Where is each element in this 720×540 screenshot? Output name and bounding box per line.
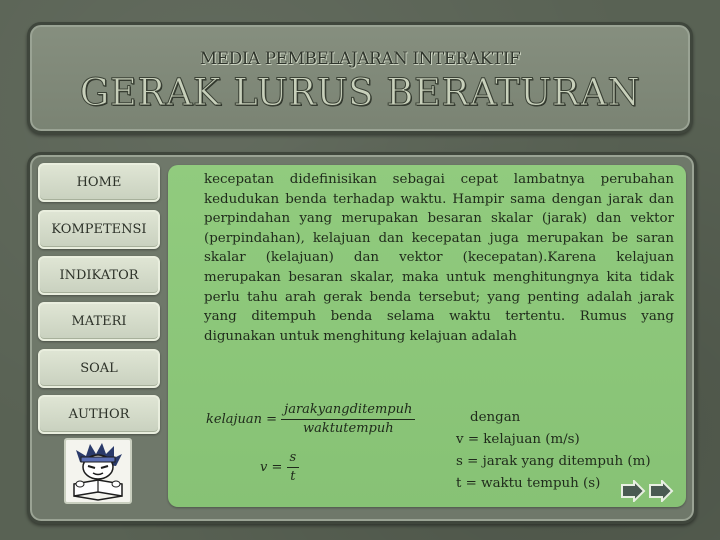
formula-kelajuan [206, 402, 415, 437]
page-title: GERAK LURUS BERATURAN [79, 71, 641, 114]
header-panel [27, 22, 693, 134]
next-arrow-icon[interactable] [648, 480, 674, 502]
formula2-fraction [287, 450, 300, 485]
nav-indikator-button[interactable]: INDIKATOR [38, 256, 160, 295]
student-reading-logo [64, 438, 132, 504]
legend-intro: dengan [470, 410, 521, 425]
formula-fraction [281, 402, 415, 437]
formula2-denominator: t [290, 469, 296, 484]
formula2-numerator: s [287, 450, 300, 468]
content-paragraph: kecepatan didefinisikan sebagai cepat lambatnya perubahan kedudukan benda terhadap waktu. Hampir sama dengan jarak dan perpindahan yang merupakan besaran skalar (jarak) dan vektor (perpindahan), kelajuan dan kecepatan juga merupakan be saran skalar (kelajuan) dan vektor (kecepatan).Karena kelajuan merupakan besaran skalar, maka untuk menghitungnya kita tidak perlu tahu arah gerak benda tersebut; yang penting adalah jarak yang ditempuh benda selama waktu tertentu. Rumus yang digunakan untuk menghitung kelajuan adalah [204, 172, 674, 344]
formula-v [260, 450, 299, 485]
student-reading-icon [66, 440, 130, 502]
formula-denominator: waktutempuh [302, 421, 394, 436]
formula-numerator: jarakyangditempuh [281, 402, 415, 420]
formula2-lhs: v = [260, 460, 283, 475]
nav-soal-button[interactable]: SOAL [38, 349, 160, 388]
nav-home-button[interactable]: HOME [38, 163, 160, 202]
legend-t: t = waktu tempuh (s) [456, 476, 601, 491]
legend-s: s = jarak yang ditempuh (m) [456, 454, 651, 469]
nav-kompetensi-button[interactable]: KOMPETENSI [38, 210, 160, 249]
formula-lhs: kelajuan = [206, 412, 278, 427]
nav-author-button[interactable]: AUTHOR [38, 395, 160, 434]
app-subtitle: MEDIA PEMBELAJARAN INTERAKTIF [199, 49, 521, 69]
prev-arrow-icon[interactable] [620, 480, 646, 502]
nav-materi-button[interactable]: MATERI [38, 302, 160, 341]
legend-v: v = kelajuan (m/s) [456, 432, 580, 447]
